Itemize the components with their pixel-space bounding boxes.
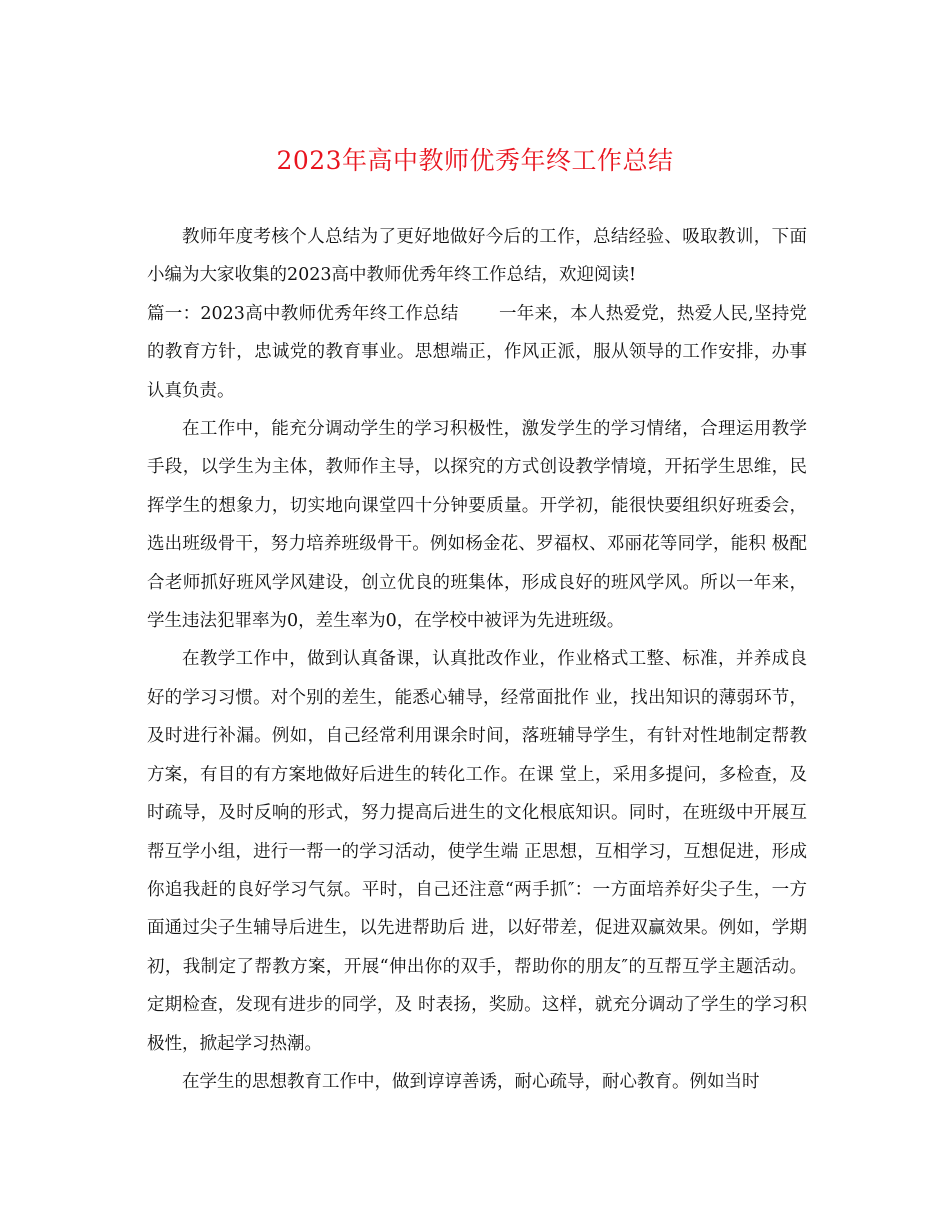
section-heading: 篇一：2023高中教师优秀年终工作总结 (147, 303, 459, 324)
body-paragraph: 在学生的思想教育工作中，做到谆谆善诱，耐心疏导，耐心教育。例如当时 (182, 1071, 760, 1092)
intro-paragraph: 教师年度考核个人总结为了更好地做好今后的工作，总结经验、吸取教训，下面小编为大家收集的2023高中教师优秀年终工作总结，欢迎阅读! (147, 227, 807, 286)
section-paragraph (147, 295, 807, 410)
body-paragraph: 在教学工作中，做到认真备课，认真批改作业，作业格式工整、标准，并养成良好的学习习惯。对个别的差生，能悉心辅导，经常面批作 业，找出知识的薄弱环节，及时进行补漏。例如，自己经常利用课余时间，落班辅导学生，有针对性地制定帮教方案，有目的有方案地做好后进生的转化工作。在课 堂上，采用多提问，多检查，及时疏导，及时反响的形式，努力提高后进生的文化根底知识。同时，在班级中开展互帮互学小组，进行一帮一的学习活动，使学生端 正思想，互相学习，互想促进，形成你追我赶的良好学习气氛。平时，自己还注意“两手抓″：一方面培养好尖子生，一方面通过尖子生辅导后进生，以先进帮助后 进，以好带差，促进双赢效果。例如，学期初，我制定了帮教方案，开展“伸出你的双手，帮助你的朋友″的互帮互学主题活动。定期检查，发现有进步的同学，及 时表扬，奖励。这样，就充分调动了学生的学习积极性，掀起学习热潮。 (147, 649, 807, 1054)
document-body (147, 218, 807, 1101)
section-first-text: 一年来，本人热爱党，热爱人民,坚持党的教育方针，忠诚党的教育事业。思想端正，作风正派，服从领导的工作安排，办事认真负责。 (147, 303, 808, 401)
body-paragraph: 在工作中，能充分调动学生的学习积极性，激发学生的学习情绪，合理运用教学手段，以学生为主体，教师作主导，以探究的方式创设教学情境，开拓学生思维，民 挥学生的想象力，切实地向课堂四十分钟要质量。开学初，能很快要组织好班委会，选出班级骨干，努力培养班级骨干。例如杨金花、罗福权、邓丽花等同学，能积 极配合老师抓好班风学风建设，创立优良的班集体，形成良好的班风学风。所以一年来，学生违法犯罪率为0，差生率为0，在学校中被评为先进班级。 (147, 419, 807, 632)
document-title: 2023年高中教师优秀年终工作总结 (276, 146, 674, 175)
